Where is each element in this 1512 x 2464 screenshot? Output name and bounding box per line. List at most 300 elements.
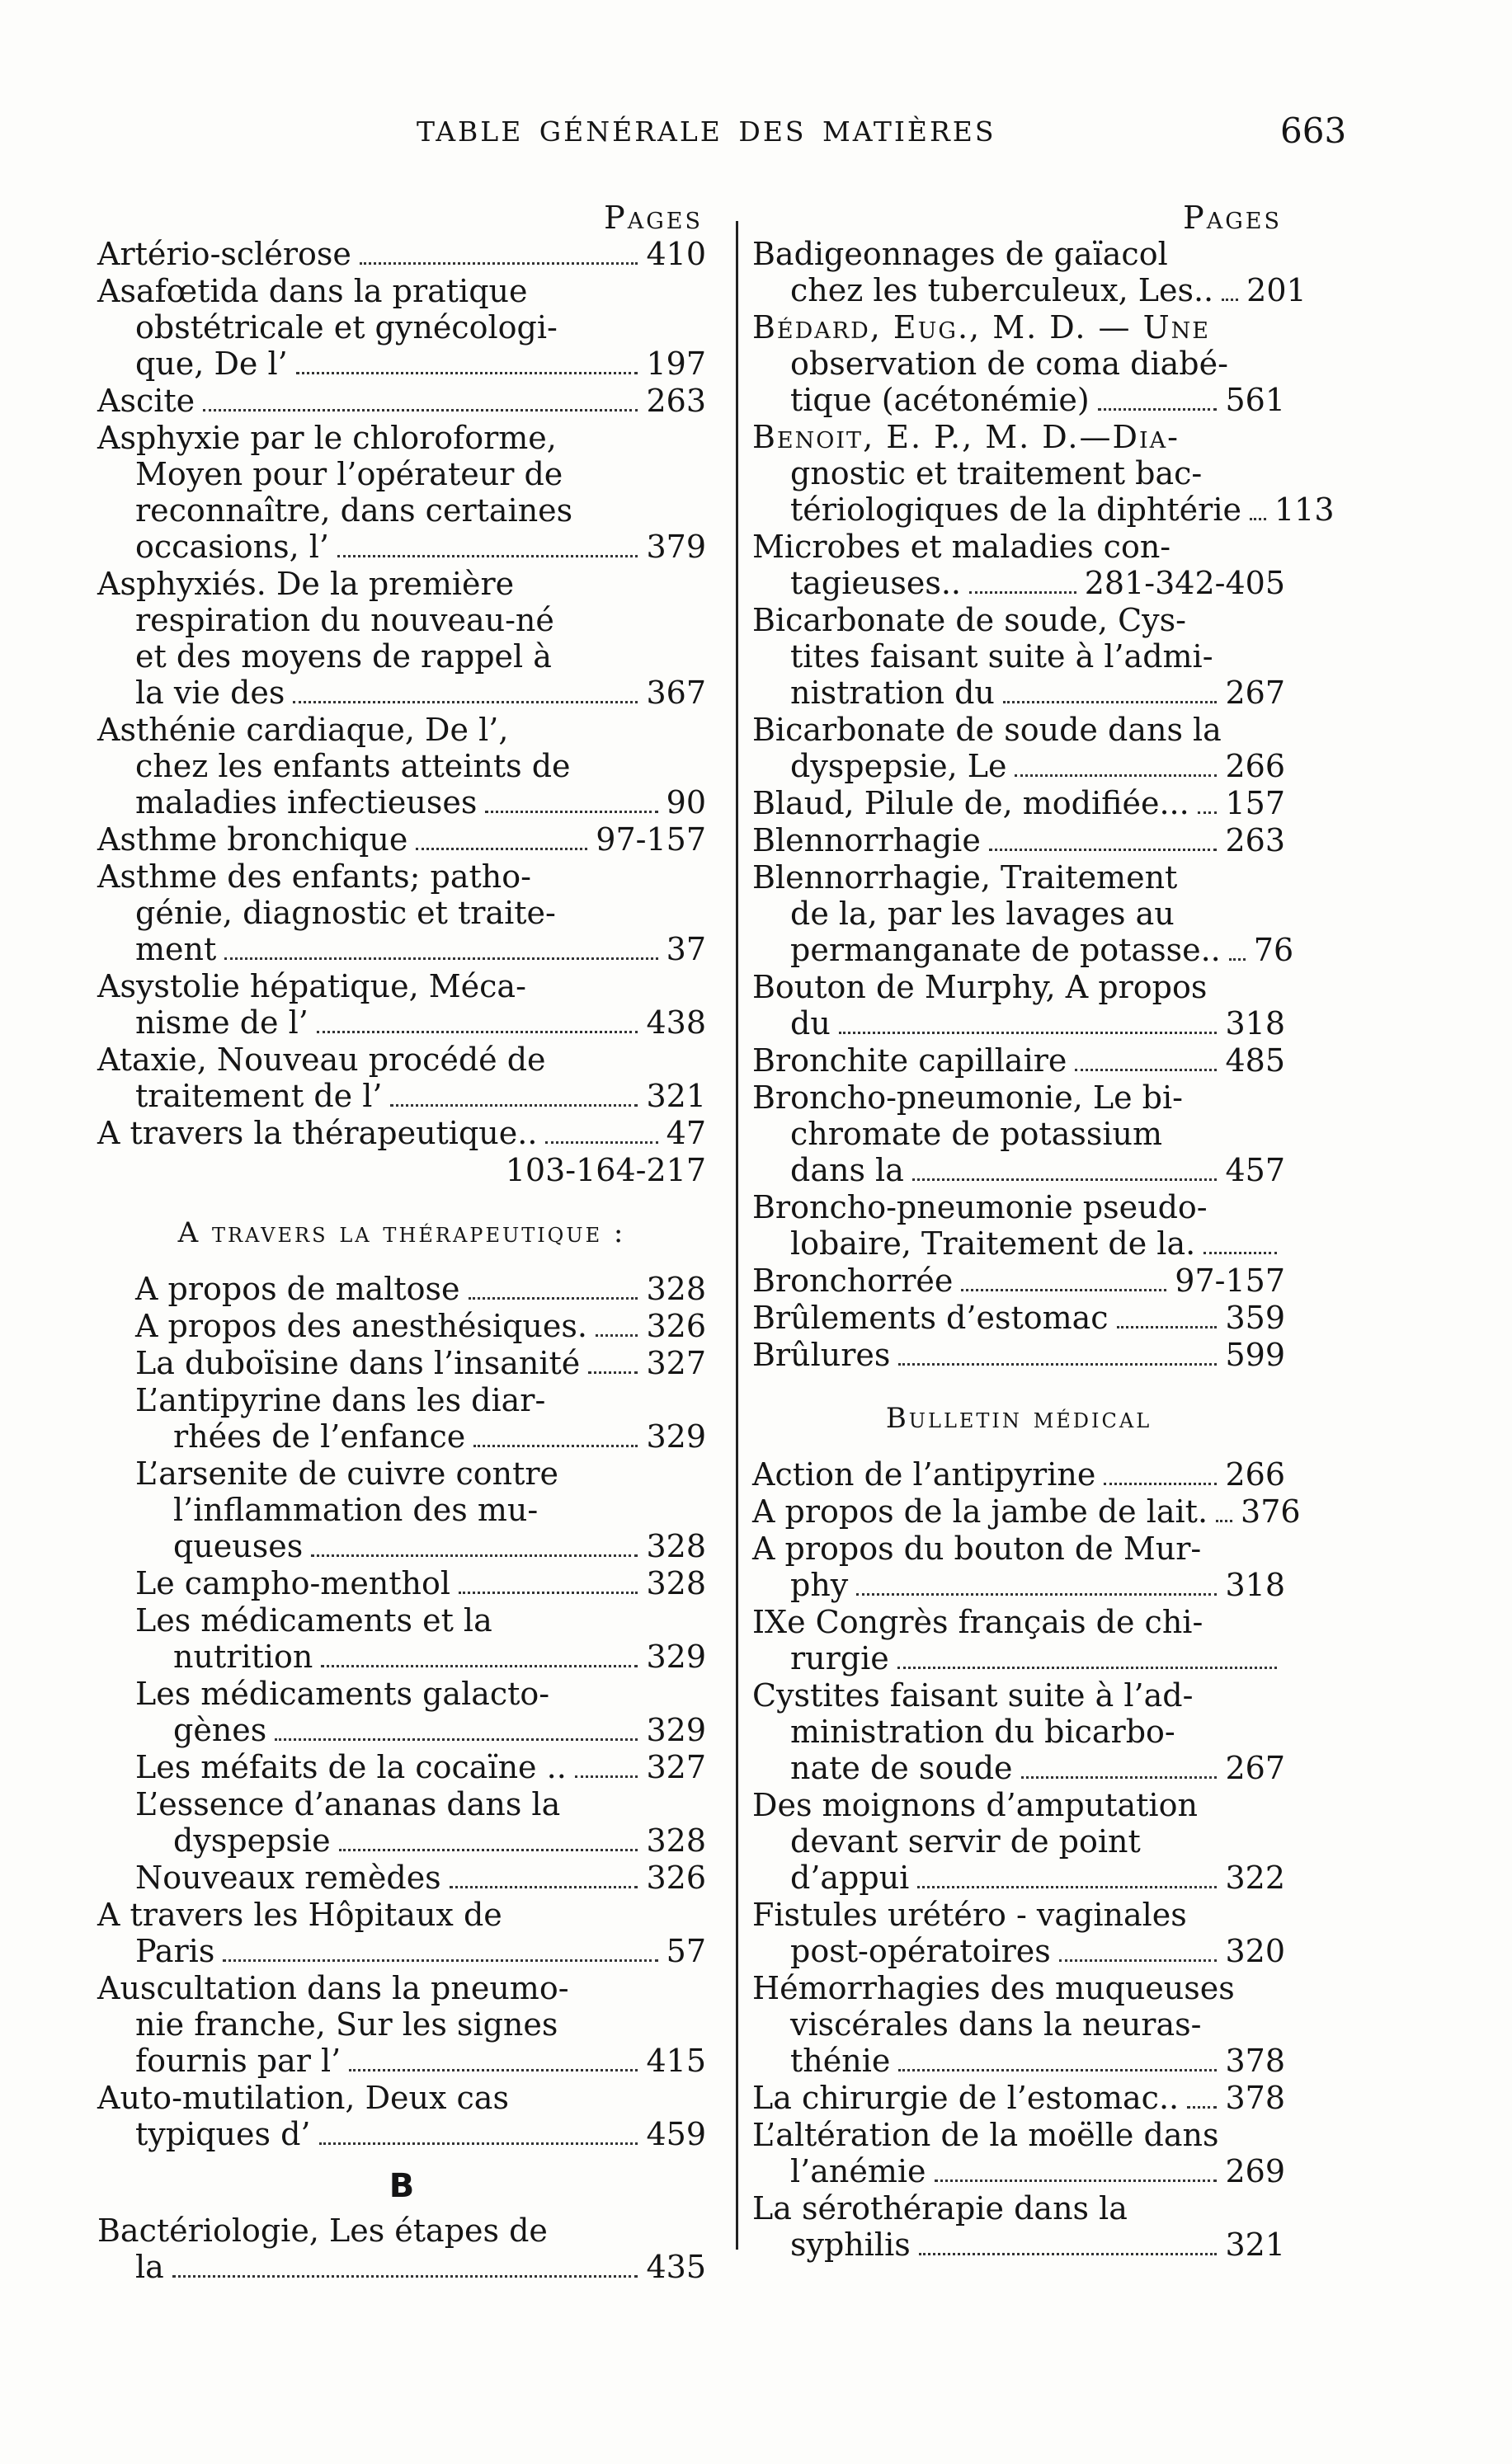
entry-line — [97, 638, 706, 675]
entry-page: 410 — [646, 236, 706, 272]
entry-text: du — [790, 1005, 831, 1042]
entry-line — [97, 712, 706, 748]
entry-page: 376 — [1241, 1493, 1301, 1530]
index-entry — [97, 858, 706, 968]
entry-page: 459 — [646, 2116, 706, 2152]
entry-line — [135, 1492, 706, 1528]
entry-line — [752, 491, 1335, 529]
index-entry — [752, 712, 1285, 785]
entry-line — [97, 2212, 706, 2249]
entry-line — [97, 566, 706, 602]
dot-leader — [1187, 2106, 1217, 2109]
entry-line — [97, 420, 706, 456]
entry-text: Les médicaments galacto- — [135, 1676, 550, 1712]
entry-text: typiques d’ — [135, 2116, 311, 2152]
entry-page: 327 — [646, 1749, 706, 1785]
entry-text: Bicarbonate de soude dans la — [752, 712, 1222, 748]
entry-text: observation de coma diabé- — [790, 346, 1228, 382]
entry-page: 318 — [1225, 1567, 1285, 1603]
entry-line — [97, 931, 706, 968]
index-entry — [752, 1787, 1285, 1897]
entry-page: 327 — [646, 1345, 706, 1381]
entry-text: Bédard, Eug., M. D. — Une — [752, 309, 1210, 346]
dot-leader — [275, 1738, 638, 1741]
entry-line — [97, 1970, 706, 2006]
section-title-therapeutique: A travers la thérapeutique : — [177, 1216, 626, 1249]
entry-text: l’anémie — [790, 2153, 926, 2189]
pages-label: Pages — [1183, 200, 1282, 236]
entry-line — [752, 1860, 1285, 1897]
entry-text: viscérales dans la neuras- — [790, 2006, 1202, 2043]
dot-leader — [337, 555, 638, 557]
entry-page: 321 — [646, 1078, 706, 1114]
index-entry — [97, 566, 706, 712]
right-column — [752, 200, 1335, 2264]
entry-page: 329 — [646, 1712, 706, 1748]
entry-text: et des moyens de rappel à — [135, 638, 552, 675]
entry-line — [135, 1639, 706, 1676]
entry-text: nutrition — [173, 1639, 313, 1675]
entry-text: Fistules urétéro - vaginales — [752, 1897, 1187, 1933]
entry-line — [135, 1455, 706, 1492]
entry-text: Hémorrhagies des muqueuses — [752, 1970, 1235, 2006]
entry-text: IXe Congrès français de chi- — [752, 1604, 1203, 1640]
entry-text: Asthme bronchique — [97, 821, 408, 858]
entry-line — [752, 2080, 1285, 2117]
column-divider — [736, 221, 738, 2250]
entry-text: d’appui — [790, 1860, 910, 1896]
entry-line — [752, 1116, 1285, 1152]
entry-line — [752, 932, 1294, 969]
entry-text: la vie des — [135, 675, 285, 711]
entry-line — [752, 1787, 1285, 1823]
entry-line — [135, 1528, 706, 1565]
pages-label: Pages — [604, 200, 703, 236]
dot-leader — [912, 1178, 1218, 1181]
dot-leader — [839, 1032, 1218, 1034]
dot-leader — [485, 811, 657, 813]
entry-line — [135, 1786, 706, 1822]
entry-line — [135, 1565, 706, 1602]
index-entry — [135, 1565, 706, 1602]
entry-text: la — [135, 2249, 164, 2285]
entry-line — [752, 1493, 1301, 1531]
entry-line — [752, 1897, 1285, 1933]
entry-line — [752, 1567, 1285, 1604]
entry-line — [97, 748, 706, 784]
dot-leader — [349, 2069, 638, 2071]
entry-page: 378 — [1225, 2043, 1285, 2079]
entry-text: La duboïsine dans l’insanité — [135, 1345, 581, 1381]
entry-text: tériologiques de la diphtérie — [790, 491, 1241, 528]
entry-line — [135, 1860, 706, 1897]
entry-page: 561 — [1225, 382, 1285, 418]
index-entry — [97, 1042, 706, 1115]
entry-line — [752, 1640, 1285, 1677]
entry-line — [752, 785, 1285, 822]
index-entry — [752, 822, 1285, 859]
index-entry — [752, 1263, 1285, 1300]
dot-leader — [1198, 811, 1218, 814]
entry-page: 328 — [646, 1528, 706, 1564]
index-entry — [97, 273, 706, 383]
dot-leader — [390, 1104, 638, 1107]
index-entry — [135, 1455, 706, 1565]
index-entry — [752, 602, 1285, 712]
entry-line — [135, 1418, 706, 1455]
dot-leader — [223, 1959, 657, 1962]
entry-line — [97, 383, 706, 420]
entry-page: 328 — [646, 1822, 706, 1859]
entry-text: Asafœtida dans la pratique — [97, 273, 528, 309]
entry-text: tagieuses.. — [790, 565, 962, 601]
entry-line — [97, 309, 706, 346]
dot-leader — [1104, 1483, 1217, 1485]
entry-text: occasions, l’ — [135, 529, 329, 565]
entry-line — [135, 1712, 706, 1749]
entry-line — [752, 822, 1285, 859]
entry-text: Blaud, Pilule de, modifiée... — [752, 785, 1189, 821]
entry-text: Broncho-pneumonie, Le bi- — [752, 1079, 1183, 1116]
left-entries-a — [97, 236, 706, 1188]
entry-text: Le campho-menthol — [135, 1565, 451, 1601]
entry-page: 320 — [1225, 1933, 1285, 1969]
index-entry — [752, 1189, 1285, 1263]
index-entry — [97, 821, 706, 858]
index-entry — [135, 1308, 706, 1345]
entry-line — [752, 346, 1285, 382]
entry-text: chez les enfants atteints de — [135, 748, 571, 784]
entry-text: Broncho-pneumonie pseudo- — [752, 1189, 1208, 1225]
dot-leader — [469, 1297, 638, 1300]
entry-text: Cystites faisant suite à l’ad- — [752, 1677, 1194, 1714]
index-entry — [135, 1382, 706, 1455]
entry-text: rhées de l’enfance — [173, 1418, 466, 1455]
entry-text: génie, diagnostic et traite- — [135, 895, 556, 931]
entry-text: L’antipyrine dans les diar- — [135, 1382, 546, 1418]
dot-leader — [917, 1886, 1217, 1888]
entry-line — [752, 2006, 1285, 2043]
right-entries-a — [752, 236, 1335, 1374]
entry-line — [752, 1750, 1285, 1787]
entry-line — [752, 2117, 1285, 2153]
entry-page: 379 — [646, 529, 706, 565]
entry-line — [752, 1604, 1285, 1640]
index-entry — [752, 1300, 1285, 1337]
entry-text: L’essence d’ananas dans la — [135, 1786, 561, 1822]
entry-text: reconnaître, dans certaines — [135, 492, 573, 529]
dot-leader — [897, 1667, 1277, 1669]
entry-line — [752, 1531, 1285, 1567]
entry-text: Microbes et maladies con- — [752, 529, 1171, 565]
entry-text: thénie — [790, 2043, 891, 2079]
entry-line — [752, 2190, 1285, 2227]
entry-page: 378 — [1225, 2080, 1285, 2116]
entry-line — [97, 821, 706, 858]
entry-text: queuses — [173, 1528, 304, 1564]
dot-leader — [1222, 299, 1238, 301]
index-entry — [752, 1531, 1285, 1604]
entry-text: L’altération de la moëlle dans — [752, 2117, 1219, 2153]
entry-page: 266 — [1225, 1456, 1285, 1493]
entry-text: Benoit, E. P., M. D.—Dia- — [752, 419, 1180, 455]
entry-line — [97, 1078, 706, 1115]
left-entries-b — [97, 1897, 706, 2153]
dot-leader — [321, 1665, 638, 1667]
dot-leader — [473, 1445, 638, 1447]
entry-page: 37 — [666, 931, 706, 967]
index-entry — [752, 1604, 1285, 1677]
entry-line — [752, 1970, 1285, 2006]
entry-text: nate de soude — [790, 1750, 1013, 1786]
entry-line — [752, 272, 1307, 309]
index-entry — [97, 2080, 706, 2153]
entry-line — [752, 1079, 1285, 1116]
entry-line — [97, 492, 706, 529]
dot-leader — [224, 957, 657, 960]
dot-leader — [459, 1592, 638, 1594]
entry-line — [752, 1152, 1285, 1189]
entry-line — [97, 1897, 706, 1933]
entry-line — [97, 2116, 706, 2153]
entry-line — [752, 1456, 1285, 1493]
entry-line — [97, 2006, 706, 2043]
entry-text: Bronchorrée — [752, 1263, 954, 1299]
dot-leader — [203, 409, 638, 411]
entry-line — [97, 273, 706, 309]
entry-line — [752, 1225, 1285, 1263]
dot-leader — [961, 1289, 1166, 1291]
section-title-bulletin: Bulletin médical — [885, 1402, 1152, 1435]
entry-text: respiration du nouveau-né — [135, 602, 554, 638]
entry-page: 197 — [646, 346, 706, 382]
index-entry — [135, 1860, 706, 1897]
entry-text: dyspepsie, Le — [790, 748, 1007, 784]
index-entry — [97, 968, 706, 1042]
entry-page: 281-342-405 — [1084, 565, 1285, 601]
dot-leader — [1098, 408, 1218, 411]
entry-line — [97, 858, 706, 895]
entry-line — [97, 1152, 706, 1188]
entry-line — [97, 675, 706, 712]
entry-line — [135, 1382, 706, 1418]
entry-text: A propos de la jambe de lait. — [752, 1493, 1208, 1530]
entry-text: Bactériologie, Les étapes de — [97, 2212, 548, 2249]
entry-line — [97, 895, 706, 931]
entry-line — [752, 2153, 1285, 2190]
entry-line — [135, 1345, 706, 1382]
dot-leader — [296, 372, 638, 374]
entry-text: Paris — [135, 1933, 215, 1969]
entry-text: gnostic et traitement bac- — [790, 455, 1203, 491]
index-entry — [752, 1677, 1285, 1787]
entry-page: 267 — [1225, 675, 1285, 711]
entry-page: 57 — [666, 1933, 706, 1969]
entry-line — [97, 1042, 706, 1078]
dot-leader — [1003, 701, 1218, 703]
entry-page: 113 — [1274, 491, 1335, 528]
index-entry — [752, 419, 1335, 529]
entry-line — [752, 969, 1285, 1005]
entry-page: 47 — [666, 1115, 706, 1151]
entry-text: que, De l’ — [135, 346, 288, 382]
index-entry — [752, 309, 1285, 419]
entry-page: 328 — [646, 1565, 706, 1601]
entry-text: Brûlures — [752, 1337, 891, 1373]
entry-text: Auto-mutilation, Deux cas — [97, 2080, 509, 2116]
entry-line — [135, 1308, 706, 1345]
entry-text: Les médicaments et la — [135, 1602, 492, 1639]
entry-page: 435 — [646, 2249, 706, 2285]
index-entry — [752, 1456, 1285, 1493]
index-entry — [135, 1749, 706, 1786]
entry-line — [97, 2249, 706, 2286]
entry-text: Asthme des enfants; patho- — [97, 858, 531, 895]
index-entry — [752, 1079, 1285, 1189]
entry-text: Nouveaux remèdes — [135, 1860, 441, 1896]
index-entry — [97, 2212, 706, 2286]
index-entry — [135, 1676, 706, 1749]
entry-text: syphilis — [790, 2227, 911, 2263]
dot-leader — [919, 2253, 1218, 2255]
entry-line — [752, 565, 1285, 602]
entry-page: 157 — [1225, 785, 1285, 821]
entry-line — [97, 1933, 706, 1970]
entry-text: nie franche, Sur les signes — [135, 2006, 558, 2043]
entry-line — [135, 1676, 706, 1712]
entry-page: 438 — [646, 1004, 706, 1041]
entry-line — [97, 1115, 706, 1152]
dot-leader — [898, 2069, 1217, 2071]
right-section-entries — [752, 1456, 1301, 2264]
dot-leader — [1059, 1959, 1218, 1962]
entry-text: Des moignons d’amputation — [752, 1787, 1198, 1823]
index-entry — [752, 1337, 1285, 1374]
entry-page: 329 — [646, 1418, 706, 1455]
entry-page: 326 — [646, 1308, 706, 1344]
entry-text: A propos de maltose — [135, 1271, 460, 1307]
entry-line — [97, 236, 706, 273]
dot-leader — [1203, 1252, 1277, 1254]
entry-text: dans la — [790, 1152, 904, 1188]
entry-line — [752, 309, 1285, 346]
index-entry — [135, 1602, 706, 1676]
entry-text: Asphyxiés. De la première — [97, 566, 515, 602]
entry-text: chromate de potassium — [790, 1116, 1163, 1152]
dot-leader — [545, 1141, 657, 1144]
entry-line — [135, 1822, 706, 1860]
entry-page: 321 — [1225, 2227, 1285, 2263]
dot-leader — [575, 1775, 638, 1778]
entry-line — [97, 2080, 706, 2116]
index-entry — [752, 2190, 1285, 2264]
dot-leader — [339, 1849, 638, 1851]
entry-page: 328 — [646, 1271, 706, 1307]
index-entry — [752, 1970, 1285, 2080]
entry-text: Blennorrhagie — [752, 822, 981, 858]
entry-text: tites faisant suite à l’admi- — [790, 638, 1213, 675]
entry-text: ministration du bicarbo- — [790, 1714, 1175, 1750]
entry-text: A travers la thérapeutique.. — [97, 1115, 538, 1151]
entry-text: La chirurgie de l’estomac.. — [752, 2080, 1180, 2116]
entry-page: 367 — [646, 675, 706, 711]
entry-text: A travers les Hôpitaux de — [97, 1897, 502, 1933]
entry-text: Blennorrhagie, Traitement — [752, 859, 1178, 896]
index-entry — [135, 1345, 706, 1382]
entry-text: Asthénie cardiaque, De l’, — [97, 712, 509, 748]
entry-text: dyspepsie — [173, 1822, 331, 1859]
index-entry — [752, 969, 1285, 1042]
dot-leader — [1075, 1069, 1217, 1071]
entry-page: 415 — [646, 2043, 706, 2079]
entry-line — [752, 1300, 1285, 1337]
entry-line — [97, 1004, 706, 1042]
entry-line — [752, 419, 1285, 455]
entry-line — [752, 236, 1285, 272]
entry-line — [97, 968, 706, 1004]
entry-page: 266 — [1225, 748, 1285, 784]
dot-leader — [1021, 1776, 1218, 1779]
entry-line — [752, 638, 1285, 675]
entry-page: 318 — [1225, 1005, 1285, 1042]
entry-line — [752, 1189, 1285, 1225]
entry-line — [752, 675, 1285, 712]
entry-text: A propos des anesthésiques. — [135, 1308, 587, 1344]
dot-leader — [1216, 1520, 1232, 1522]
entry-line — [97, 346, 706, 383]
entry-line — [752, 859, 1285, 896]
index-entry — [135, 1786, 706, 1860]
dot-leader — [588, 1371, 638, 1374]
entry-line — [97, 784, 706, 821]
dot-leader — [596, 1334, 638, 1337]
index-entry — [97, 420, 706, 566]
dot-leader — [856, 1593, 1217, 1596]
left-section-entries — [97, 1271, 706, 1897]
entry-page: 359 — [1225, 1300, 1285, 1336]
page-title: TABLE GÉNÉRALE DES MATIÈRES — [417, 115, 996, 148]
entry-line — [752, 1823, 1285, 1860]
index-entry — [97, 383, 706, 420]
entry-text: phy — [790, 1567, 849, 1603]
entry-text: gènes — [173, 1712, 267, 1748]
entry-line — [135, 1271, 706, 1308]
left-entries-c — [97, 2212, 706, 2286]
dot-leader — [319, 2142, 638, 2145]
page-number: 663 — [1280, 111, 1347, 151]
entry-page: 326 — [646, 1860, 706, 1896]
dot-leader — [360, 262, 638, 265]
entry-line — [752, 712, 1285, 748]
dot-leader — [450, 1886, 638, 1888]
index-entry — [752, 1897, 1285, 1970]
entry-page: 76 — [1253, 932, 1294, 968]
index-entry — [752, 236, 1307, 309]
entry-text: devant servir de point — [790, 1823, 1141, 1860]
entry-line — [97, 2043, 706, 2080]
entry-text: lobaire, Traitement de la. — [790, 1225, 1196, 1262]
index-entry — [752, 859, 1294, 969]
entry-text: post-opératoires — [790, 1933, 1051, 1969]
entry-line — [752, 1677, 1285, 1714]
index-entry — [752, 785, 1285, 822]
entry-page: 322 — [1225, 1860, 1285, 1896]
dot-leader — [1117, 1326, 1218, 1328]
dot-leader — [416, 848, 587, 850]
entry-text: chez les tuberculeux, Les.. — [790, 272, 1214, 308]
entry-text: de la, par les lavages au — [790, 896, 1175, 932]
entry-line — [97, 529, 706, 566]
